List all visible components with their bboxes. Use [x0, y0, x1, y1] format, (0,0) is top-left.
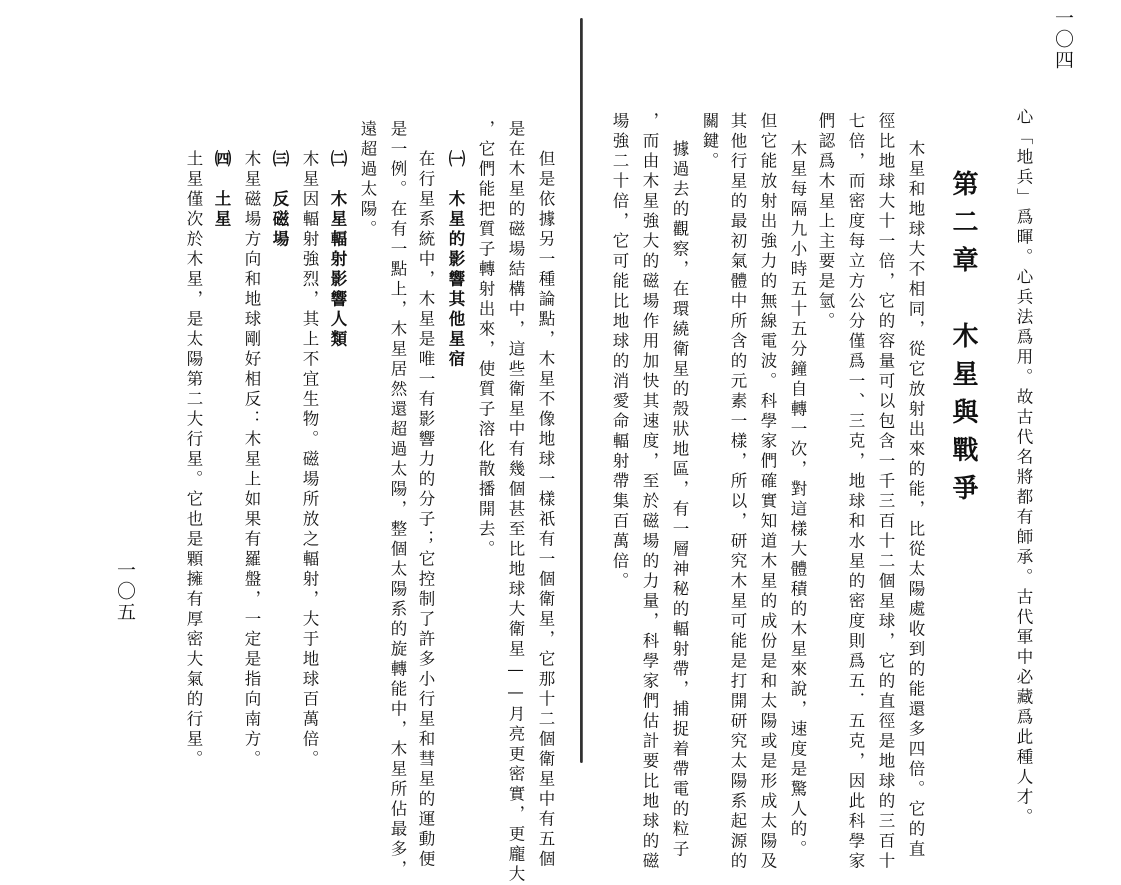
text-column: 徑比地球大十一倍，它的容量可以包含一千三百十二個星球，它的直徑是地球的三百十 — [876, 112, 895, 872]
text-column: 土星僅次於木星，是太陽第二大行星。它也是顆擁有厚密大氣的行星。 — [184, 150, 203, 770]
text-column: 心「地兵」爲暉。心兵法爲用。故古代名將都有師承。古代軍中必藏爲此種人才。 — [1014, 108, 1033, 828]
text-column: 關鍵。 — [700, 112, 719, 172]
text-column: 但它能放射出強力的無線電波。科學家們確實知道木星的成份是和太陽或是形成太陽及 — [758, 112, 777, 872]
text-column: 其他行星的最初氣體中所含的元素一樣，所以，研究木星可能是打開研究太陽系起源的 — [728, 112, 747, 872]
text-column: 木星磁場方向和地球剛好相反：木星上如果有羅盤，一定是指向南方。 — [242, 150, 261, 770]
text-column: 遠超過太陽。 — [358, 120, 377, 240]
section-heading: ㈢ 反磁場 — [270, 150, 289, 250]
text-column: 木星每隔九小時五十五分鐘自轉一次，對這樣大體積的木星來說，速度是驚人的。 — [788, 140, 807, 860]
text-column: ，它們能把質子轉射出來，使質子溶化散播開去。 — [476, 120, 495, 560]
text-column: 在行星系統中，木星是唯一有影響力的分子；它控制了許多小行星和彗星的運動便 — [416, 150, 435, 870]
text-column: 但是依據另一種論點，木星不像地球一樣祇有一個衛星，它那十二個衛星中有五個 — [536, 150, 555, 870]
text-column: 是一例。在有一點上，木星居然還超過太陽，整個太陽系的旋轉能中，木星所佔最多， — [388, 120, 407, 880]
text-column: ，而由木星強大的磁場作用加快其速度，至於磁場的力量，科學家們估計要比地球的磁 — [640, 112, 659, 872]
page-number-104: 一〇四 — [1052, 8, 1074, 71]
text-column: 場強二十倍，它可能比地球的消愛命輻射帶集百萬倍。 — [610, 112, 629, 592]
book-spine — [580, 18, 583, 763]
text-column: 七倍，而密度每立方公分僅爲一、三克，地球和水星的密度則爲五．五克，因此科學家 — [846, 112, 865, 872]
text-column: 據過去的觀察，在環繞衛星的殼狀地區，有一層神秘的輻射帶，捕捉着帶電的粒子 — [670, 140, 689, 860]
section-heading: ㈠ 木星的影響其他星宿 — [446, 150, 465, 370]
section-heading: ㈡ 木星輻射影響人類 — [328, 150, 347, 350]
chapter-title: 第二章 木星與戰爭 — [948, 170, 978, 512]
text-column: 們認爲木星上主要是氫。 — [816, 112, 835, 332]
text-column: 是在木星的磁場結構中，這些衛星中有幾個甚至比地球大衛星——月亮更密實，更龐大 — [506, 120, 525, 885]
text-column: 木星和地球大不相同，從它放射出來的能，比從太陽處收到的能還多四倍。它的直 — [906, 140, 925, 860]
section-heading: ㈣ 土星 — [212, 150, 231, 230]
page-number-105: 一〇五 — [114, 560, 136, 623]
text-column: 木星因輻射強烈，其上不宜生物。磁場所放之輻射，大于地球百萬倍。 — [300, 150, 319, 770]
